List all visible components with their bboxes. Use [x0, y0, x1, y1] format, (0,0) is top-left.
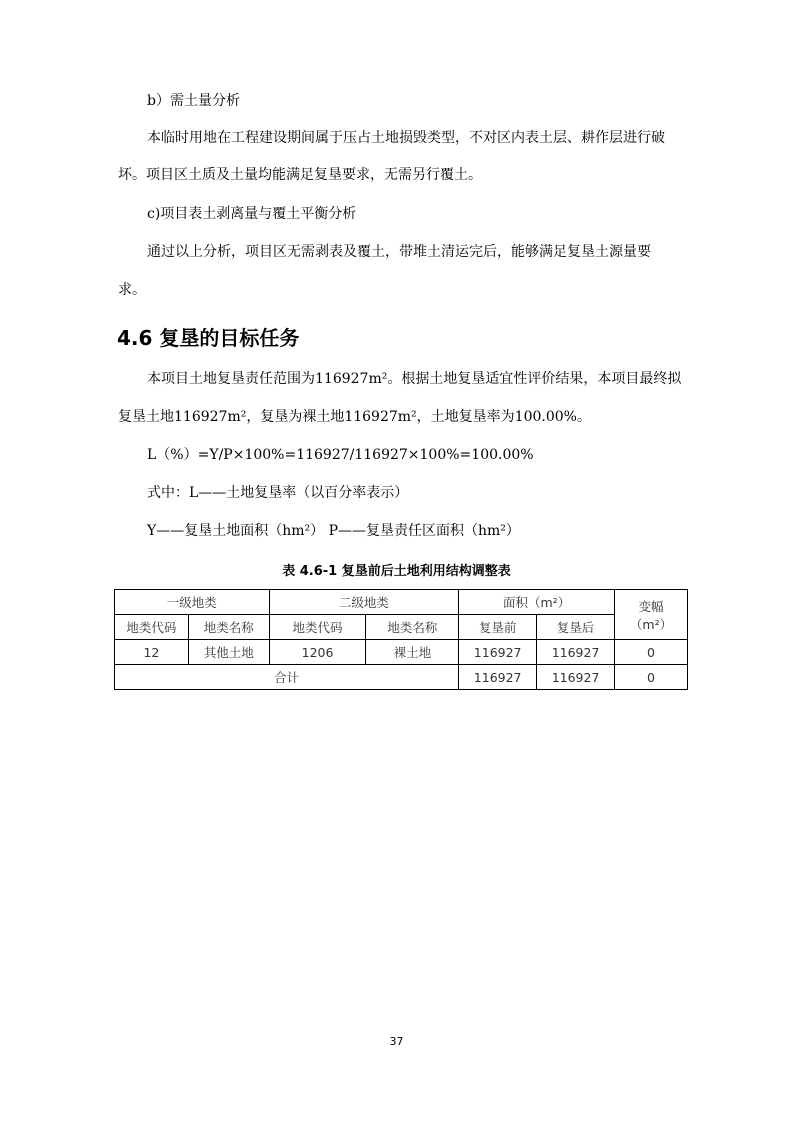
table-total-row	[115, 665, 688, 690]
header-area: 面积（m²）	[459, 590, 615, 615]
page-number: 37	[389, 1035, 404, 1048]
table-cell: 0	[615, 640, 688, 665]
total-label: 合计	[115, 665, 459, 690]
land-use-table	[114, 589, 688, 690]
header-change-label: 变幅	[638, 598, 664, 614]
subsection-c-title: c)项目表土剥离量与覆土平衡分析	[147, 206, 357, 222]
subheader-cell: 复垦前	[459, 615, 537, 640]
formula-line: L（%）=Y/P×100%=116927/116927×100%=100.00%	[147, 447, 534, 463]
subheader-cell: 复垦后	[537, 615, 615, 640]
subheader-cell: 地类代码	[269, 615, 366, 640]
paragraph-line: 本项目土地复垦责任范围为116927m²。根据土地复垦适宜性评价结果，本项目最终拟	[147, 371, 682, 387]
table-subheader-row	[115, 615, 688, 640]
formula-legend-line: 式中：L——土地复垦率（以百分率表示）	[147, 485, 409, 501]
table-cell: 12	[115, 640, 189, 665]
paragraph-line: 本临时用地在工程建设期间属于压占土地损毁类型，不对区内表土层、耕作层进行破	[147, 130, 665, 146]
paragraph-line: 求。	[118, 282, 146, 298]
formula-legend-line: Y——复垦土地面积（hm²） P——复垦责任区面积（hm²）	[147, 523, 520, 539]
section-heading: 4.6 复垦的目标任务	[117, 326, 300, 350]
table-cell: 1206	[269, 640, 366, 665]
header-level1: 一级地类	[115, 590, 270, 615]
table-row	[115, 640, 688, 665]
header-level2: 二级地类	[269, 590, 459, 615]
table-cell: 116927	[537, 640, 615, 665]
paragraph-line: 坏。项目区土质及土量均能满足复垦要求，无需另行覆土。	[118, 167, 482, 183]
table-cell: 116927	[459, 640, 537, 665]
table-cell: 裸土地	[366, 640, 459, 665]
subheader-cell: 地类代码	[115, 615, 189, 640]
paragraph-line: 复垦土地116927m²，复垦为裸土地116927m²，土地复垦率为100.00%。	[118, 409, 591, 425]
table-caption: 表 4.6-1 复垦前后土地利用结构调整表	[282, 564, 511, 579]
total-after: 116927	[537, 665, 615, 690]
subheader-cell: 地类名称	[188, 615, 269, 640]
header-change	[615, 590, 688, 640]
total-change: 0	[615, 665, 688, 690]
subheader-cell: 地类名称	[366, 615, 459, 640]
total-before: 116927	[459, 665, 537, 690]
table-header-row	[115, 590, 688, 615]
header-change-unit: （m²）	[629, 616, 673, 632]
subsection-b-title: b）需土量分析	[147, 93, 240, 109]
paragraph-line: 通过以上分析，项目区无需剥表及覆土，带堆土清运完后，能够满足复垦土源量要	[147, 244, 651, 260]
table-cell: 其他土地	[188, 640, 269, 665]
